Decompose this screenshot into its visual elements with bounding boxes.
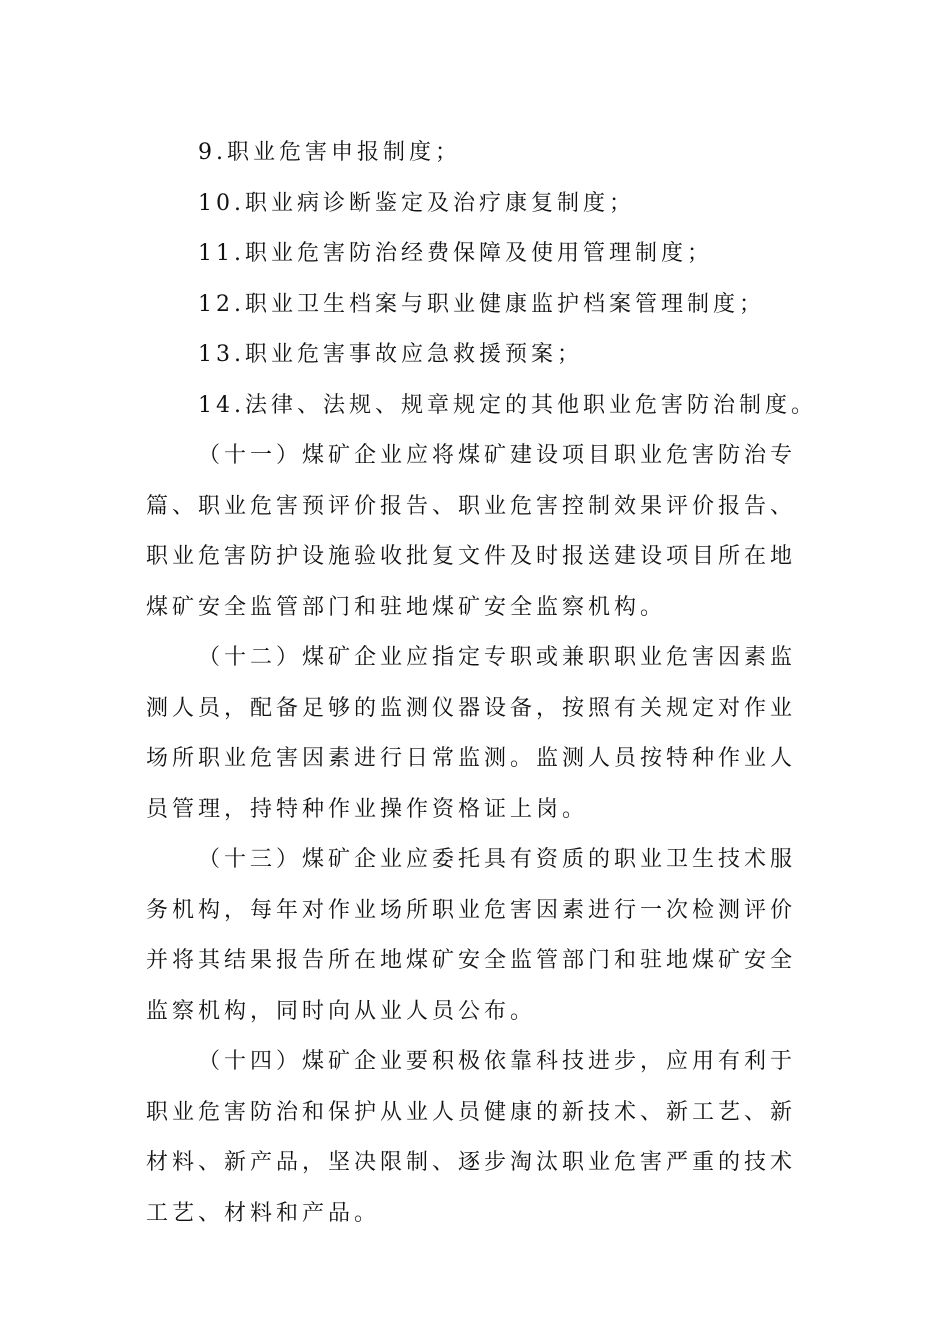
- document-body: [146, 128, 817, 1239]
- regulation-list: [146, 128, 817, 431]
- list-item: 10.职业病诊断鉴定及治疗康复制度；: [198, 190, 635, 216]
- paragraph-line: 员管理，持特种作业操作资格证上岗。: [146, 796, 589, 822]
- paragraph-line: 煤矿安全监管部门和驻地煤矿安全监察机构。: [146, 594, 667, 620]
- paragraph-line: 材料、新产品，坚决限制、逐步淘汰职业危害严重的技术: [146, 1150, 797, 1175]
- list-item: 13.职业危害事故应急救援预案；: [198, 342, 583, 367]
- list-item: 11.职业危害防治经费保障及使用管理制度；: [198, 241, 713, 266]
- paragraph-line: 场所职业危害因素进行日常监测。监测人员按特种作业人: [146, 746, 797, 771]
- paragraph-line: 职业危害防护设施验收批复文件及时报送建设项目所在地: [146, 544, 797, 569]
- paragraph-line: 篇、职业危害预评价报告、职业危害控制效果评价报告、: [146, 493, 797, 519]
- paragraph-line: （十二）煤矿企业应指定专职或兼职职业危害因素监: [198, 645, 797, 670]
- paragraph-13: [146, 835, 806, 1037]
- paragraph-line: （十四）煤矿企业要积极依靠科技进步，应用有利于: [198, 1049, 797, 1074]
- paragraph-11: [146, 431, 806, 633]
- list-item: 14.法律、法规、规章规定的其他职业危害防治制度。: [198, 392, 817, 418]
- paragraph-line: 并将其结果报告所在地煤矿安全监管部门和驻地煤矿安全: [146, 948, 797, 973]
- paragraph-line: （十三）煤矿企业应委托具有资质的职业卫生技术服: [198, 847, 797, 872]
- list-item: 12.职业卫生档案与职业健康监护档案管理制度；: [198, 291, 765, 317]
- paragraph-line: 测人员，配备足够的监测仪器设备，按照有关规定对作业: [146, 695, 797, 721]
- list-item: 9.职业危害申报制度；: [198, 140, 461, 165]
- paragraph-line: 务机构，每年对作业场所职业危害因素进行一次检测评价: [146, 897, 797, 923]
- paragraph-line: 监察机构，同时向从业人员公布。: [146, 998, 537, 1024]
- paragraph-14: [146, 1037, 806, 1239]
- paragraph-line: （十一）煤矿企业应将煤矿建设项目职业危害防治专: [198, 443, 797, 468]
- paragraph-line: 职业危害防治和保护从业人员健康的新技术、新工艺、新: [146, 1099, 797, 1125]
- paragraph-12: [146, 633, 806, 835]
- paragraph-line: 工艺、材料和产品。: [146, 1200, 381, 1226]
